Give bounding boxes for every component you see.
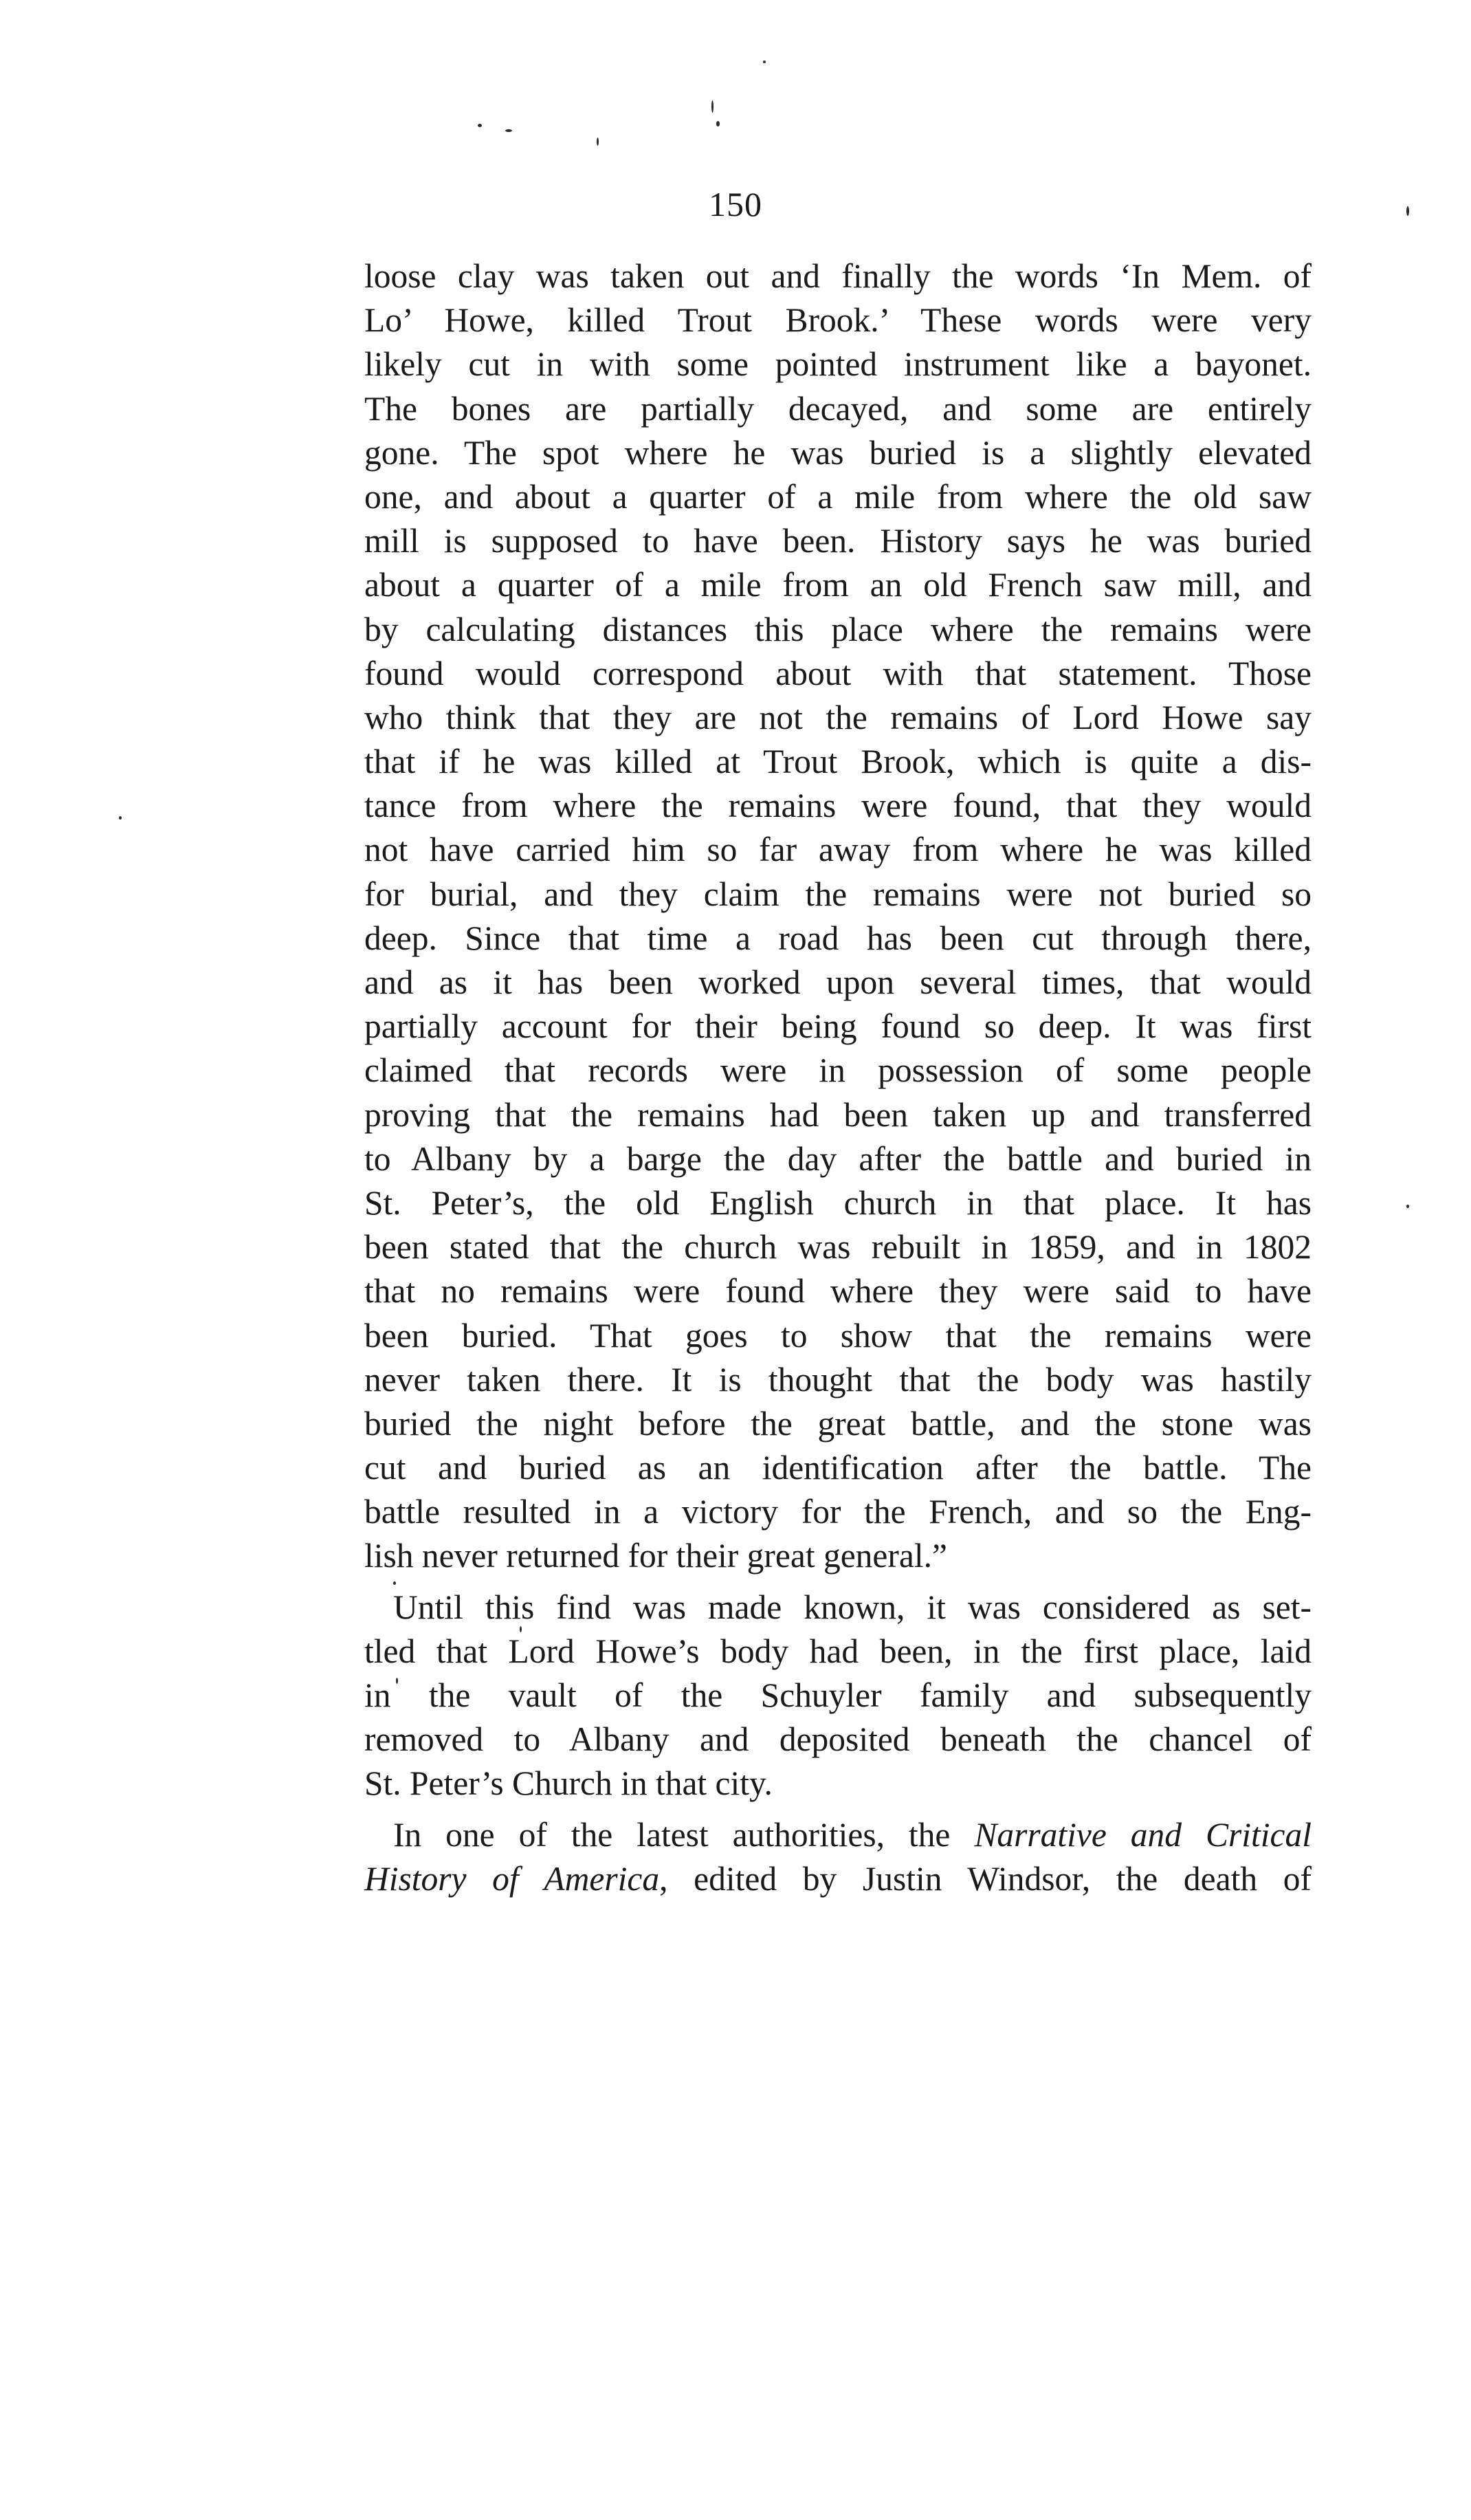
- print-speck: [478, 124, 482, 127]
- text-line: who think that they are not the remains of Lord Howe say: [364, 698, 1312, 736]
- text-line: not have carried him so far away from where he was killed: [364, 831, 1312, 869]
- print-speck: [119, 816, 122, 820]
- print-speck: [597, 138, 599, 146]
- text-line: tled that Lord Howe’s body had been, in the first place, laid: [364, 1632, 1312, 1670]
- text-line: tance from where the remains were found, that they would: [364, 787, 1312, 825]
- text-line: gone. The spot where he was buried is a slightly elevated: [364, 433, 1312, 472]
- print-speck: [711, 100, 714, 113]
- text-line: been stated that the church was rebuilt in 1859, and in 1802: [364, 1228, 1312, 1267]
- book-title-italic: History of America: [364, 1859, 660, 1898]
- text-line: in the vault of the Schuyler family and subsequently: [364, 1676, 1312, 1714]
- text-line: partially account for their being found so deep. It was first: [364, 1007, 1312, 1046]
- paragraph: [364, 1586, 1312, 1806]
- text-line: Lo’ Howe, killed Trout Brook.’ These words were very: [364, 301, 1312, 340]
- text-line: lish never returned for their great general.”: [364, 1537, 947, 1575]
- text-line: about a quarter of a mile from an old French saw mill, and: [364, 566, 1312, 604]
- text-line: cut and buried as an identification after the battle. The: [364, 1449, 1312, 1487]
- text-line: battle resulted in a victory for the French, and so the Eng-: [364, 1493, 1312, 1531]
- text-line: that no remains were found where they were said to have: [364, 1272, 1312, 1311]
- text-line: removed to Albany and deposited beneath the chancel of: [364, 1720, 1312, 1759]
- text-line: for burial, and they claim the remains were not buried so: [364, 875, 1312, 913]
- page-number: 150: [709, 185, 762, 223]
- text-line: never taken there. It is thought that the body was hastily: [364, 1360, 1312, 1399]
- text-line: to Albany by a barge the day after the battle and buried in: [364, 1139, 1312, 1178]
- text-line: St. Peter’s, the old English church in that place. It has: [364, 1183, 1312, 1222]
- paragraph: [364, 254, 1312, 1579]
- text-line: claimed that records were in possession of some people: [364, 1051, 1312, 1090]
- book-title-italic: Narrative and Critical: [974, 1815, 1312, 1854]
- print-speck: [1406, 1205, 1409, 1208]
- text-line: likely cut in with some pointed instrument like a bayonet.: [364, 345, 1312, 384]
- text-line: loose clay was taken out and finally the words ‘In Mem. of: [364, 257, 1312, 295]
- text-line: Until this find was made known, it was considered as set-: [393, 1588, 1312, 1626]
- text-line: History of America, edited by Justin Windsor, the death of: [364, 1859, 1312, 1898]
- text-line: mill is supposed to have been. History says he was buried: [364, 522, 1312, 560]
- print-speck: [716, 121, 720, 127]
- text-line: buried the night before the great battle, and the stone was: [364, 1404, 1312, 1443]
- print-speck: [763, 61, 766, 63]
- paragraph: [364, 1813, 1312, 1901]
- text-line: deep. Since that time a road has been cut through there,: [364, 919, 1312, 957]
- text-line: In one of the latest authorities, the Narrative and Critical: [393, 1815, 1312, 1854]
- text-line: found would correspond about with that statement. Those: [364, 654, 1312, 692]
- text-line: one, and about a quarter of a mile from where the old saw: [364, 477, 1312, 516]
- body-text: [364, 254, 1312, 1901]
- text-line: and as it has been worked upon several times, that would: [364, 963, 1312, 1001]
- text-line: been buried. That goes to show that the remains were: [364, 1316, 1312, 1355]
- print-speck: [505, 129, 512, 132]
- text-line: The bones are partially decayed, and some are entirely: [364, 389, 1312, 428]
- text-line: proving that the remains had been taken up and transferred: [364, 1095, 1312, 1134]
- text-line: St. Peter’s Church in that city.: [364, 1764, 773, 1803]
- text-line: that if he was killed at Trout Brook, which is quite a dis-: [364, 743, 1312, 781]
- text-line: by calculating distances this place where the remains were: [364, 610, 1312, 648]
